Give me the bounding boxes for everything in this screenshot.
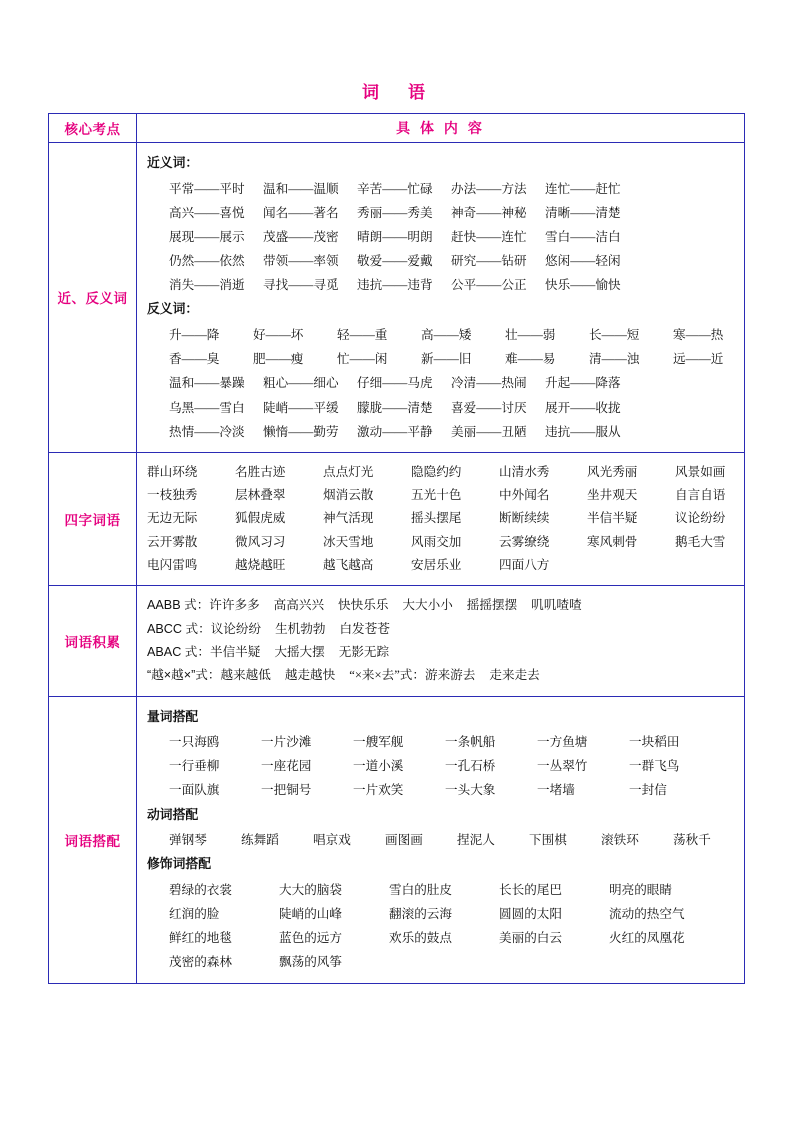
word-pair: 冷清——热闹 (451, 376, 527, 391)
word-item: 明亮的眼睛 (609, 882, 672, 897)
word-item: 坐井观天 (587, 488, 638, 503)
word-item: 流动的热空气 (609, 907, 685, 922)
word-item: 火红的凤凰花 (609, 931, 685, 946)
word-item: 练舞蹈 (241, 833, 279, 848)
word-line (147, 950, 736, 974)
word-item: 下围棋 (529, 833, 567, 848)
word-item: 一把铜号 (261, 783, 312, 798)
word-pair: 敬爱——爱戴 (357, 254, 433, 269)
word-pair: 难——易 (505, 352, 556, 367)
word-line (147, 507, 736, 530)
word-item: 画图画 (385, 833, 423, 848)
word-item: 一道小溪 (353, 759, 404, 774)
word-item: 点点灯光 (323, 464, 374, 479)
word-line (147, 730, 736, 754)
word-item: 圆圆的太阳 (499, 907, 562, 922)
word-line (147, 754, 736, 778)
word-item: 中外闻名 (499, 488, 550, 503)
word-pair: 研究——钻研 (451, 254, 527, 269)
table-row (49, 452, 745, 585)
word-item: 议论纷纷 (210, 621, 262, 636)
word-pair: 喜爱——讨厌 (451, 400, 527, 415)
word-line (147, 420, 736, 444)
word-item: 摇摇摆摆 (466, 598, 518, 613)
word-item: 一行垂柳 (169, 759, 220, 774)
table-row (49, 143, 745, 453)
word-item: 越走越快 (284, 668, 336, 683)
word-pair: 激动——平静 (357, 424, 433, 439)
word-pair: 温和——温顺 (263, 181, 339, 196)
word-item: 高高兴兴 (273, 598, 325, 613)
word-item: 越烧越旺 (235, 558, 286, 573)
word-item: 风雨交加 (411, 534, 462, 549)
word-pair: 寒——热 (673, 327, 724, 342)
word-line (147, 249, 736, 273)
word-line (147, 396, 736, 420)
word-line (147, 828, 736, 852)
word-item: 一头大象 (445, 783, 496, 798)
word-pair: 违抗——违背 (357, 278, 433, 293)
word-pair: 热情——冷淡 (169, 424, 245, 439)
word-pair: 轻——重 (337, 327, 388, 342)
pattern-line (147, 594, 736, 617)
word-item: “×来×去”式：游来游去 (349, 668, 476, 683)
row-key-collocation: 词语搭配 (49, 696, 137, 983)
word-item: 越飞越高 (323, 558, 374, 573)
word-line (147, 225, 736, 249)
word-line (147, 926, 736, 950)
word-item: 四面八方 (499, 558, 550, 573)
word-item: 无影无踪 (338, 644, 390, 659)
word-item: 群山环绕 (147, 464, 198, 479)
word-item: 鹅毛大雪 (675, 534, 726, 549)
word-line (147, 484, 736, 507)
word-item: 走来走去 (489, 668, 540, 683)
word-item: 快快乐乐 (338, 598, 389, 613)
word-line (147, 371, 736, 395)
word-pair: 高——矮 (421, 327, 472, 342)
word-item: 五光十色 (411, 488, 462, 503)
word-item: 一枝独秀 (147, 488, 198, 503)
word-item: 无边无际 (147, 511, 198, 526)
word-item: 一艘军舰 (353, 735, 404, 750)
subhead-quantifier: 量词搭配 (147, 708, 199, 724)
word-item: 陡峭的山峰 (279, 907, 342, 922)
pattern-label: “越×越×”式： (147, 668, 221, 683)
pattern-line (147, 641, 736, 664)
word-line (147, 461, 736, 484)
word-item: 一封信 (629, 783, 667, 798)
word-item: 电闪雷鸣 (147, 558, 198, 573)
word-item: 半信半疑 (209, 644, 261, 659)
word-pair: 展开——收拢 (545, 400, 621, 415)
word-item: 自言自语 (675, 488, 726, 503)
word-item: 唱京戏 (313, 833, 351, 848)
word-item: 茂密的森林 (169, 955, 232, 970)
word-item: 雪白的肚皮 (389, 882, 452, 897)
word-item: 微风习习 (235, 534, 286, 549)
word-item: 蓝色的远方 (279, 931, 342, 946)
word-line (147, 201, 736, 225)
pattern-line (147, 664, 736, 687)
page-title: 词 语 (362, 83, 431, 102)
word-item: 一群飞鸟 (629, 759, 680, 774)
word-item: 欢乐的鼓点 (389, 931, 452, 946)
word-pair: 长——短 (589, 327, 640, 342)
word-pair: 美丽——丑陋 (451, 424, 527, 439)
word-study-table (48, 113, 745, 984)
word-pair: 赶快——连忙 (451, 229, 527, 244)
word-pair: 忙——闲 (337, 352, 388, 367)
header-key-cell: 核心考点 (49, 114, 137, 143)
word-item: 碧绿的衣裳 (169, 882, 232, 897)
word-item: 一面队旗 (169, 783, 220, 798)
word-item: 寒风刺骨 (587, 534, 638, 549)
row-key-four-char: 四字词语 (49, 452, 137, 585)
word-item: 荡秋千 (673, 833, 711, 848)
word-item: 飘荡的风筝 (279, 955, 342, 970)
word-pair: 升——降 (169, 327, 220, 342)
row-content-collocation (137, 696, 745, 983)
subhead-verb: 动词搭配 (147, 806, 199, 822)
pattern-label: ABCC 式： (147, 621, 211, 636)
word-item: 翻滚的云海 (389, 907, 452, 922)
word-item: 越来越低 (220, 668, 271, 683)
word-line (147, 177, 736, 201)
row-key-synonyms: 近、反义词 (49, 143, 137, 453)
subhead-modifier: 修饰词搭配 (147, 856, 211, 872)
word-pair: 壮——弱 (505, 327, 556, 342)
word-item: 大大小小 (402, 598, 453, 613)
table-row (49, 696, 745, 983)
subhead-synonyms: 近义词： (147, 155, 199, 170)
word-item: 冰天雪地 (323, 534, 374, 549)
word-item: 断断续续 (499, 511, 550, 526)
word-item: 大摇大摆 (274, 644, 325, 659)
word-line (147, 878, 736, 902)
word-pair: 高兴——喜悦 (169, 205, 245, 220)
word-item: 一片欢笑 (353, 783, 404, 798)
word-pair: 消失——消逝 (169, 278, 245, 293)
word-pair: 平常——平时 (169, 181, 245, 196)
word-line (147, 554, 736, 577)
word-item: 一只海鸥 (169, 735, 220, 750)
word-line (147, 778, 736, 802)
word-item: 云雾缭绕 (499, 534, 550, 549)
row-content-synonyms (137, 143, 745, 453)
word-item: 一方鱼塘 (537, 735, 588, 750)
word-pair: 雪白——洁白 (545, 229, 621, 244)
header-content-cell: 具 体 内 容 (137, 114, 745, 143)
word-item: 云开雾散 (147, 534, 198, 549)
word-pair: 远——近 (673, 352, 724, 367)
word-item: 隐隐约约 (411, 464, 462, 479)
word-item: 摇头摆尾 (411, 511, 462, 526)
word-item: 名胜古迹 (235, 464, 286, 479)
word-line (147, 531, 736, 554)
word-pair: 乌黑——雪白 (169, 400, 245, 415)
word-line (147, 323, 736, 347)
word-pair: 好——坏 (253, 327, 304, 342)
word-pair: 仔细——马虎 (357, 376, 433, 391)
subhead-antonyms: 反义词： (147, 301, 199, 317)
word-item: 白发苍苍 (339, 621, 390, 636)
word-pair: 秀丽——秀美 (357, 205, 433, 220)
word-item: 狐假虎威 (235, 511, 286, 526)
pattern-line (147, 618, 736, 641)
word-pair: 升起——降落 (545, 376, 621, 391)
word-pair: 懒惰——勤劳 (263, 424, 339, 439)
word-item: 叽叽喳喳 (531, 598, 582, 613)
word-item: 山清水秀 (499, 464, 550, 479)
word-pair: 香——臭 (169, 352, 220, 367)
word-pair: 展现——展示 (169, 229, 245, 244)
word-pair: 辛苦——忙碌 (357, 181, 433, 196)
word-pair: 清——浊 (589, 352, 640, 367)
word-pair: 晴朗——明朗 (357, 229, 433, 244)
word-item: 安居乐业 (411, 558, 462, 573)
word-item: 一座花园 (261, 759, 312, 774)
word-pair: 寻找——寻觅 (263, 278, 339, 293)
word-pair: 违抗——服从 (545, 424, 621, 439)
word-item: 美丽的白云 (499, 931, 562, 946)
word-item: 一丛翠竹 (537, 759, 588, 774)
word-item: 一堵墙 (537, 783, 575, 798)
word-pair: 带领——率领 (263, 254, 339, 269)
word-item: 大大的脑袋 (279, 882, 342, 897)
word-pair: 仍然——依然 (169, 254, 245, 269)
word-item: 风景如画 (675, 464, 726, 479)
word-line (147, 273, 736, 297)
word-line (147, 347, 736, 371)
word-pair: 清晰——清楚 (545, 205, 621, 220)
word-item: 烟消云散 (323, 488, 374, 503)
row-content-accumulation (137, 586, 745, 696)
pattern-label: ABAC 式： (147, 644, 210, 659)
word-item: 生机勃勃 (275, 621, 326, 636)
word-pair: 陡峭——平缓 (263, 400, 339, 415)
word-pair: 闻名——著名 (263, 205, 339, 220)
word-item: 许许多多 (209, 598, 260, 613)
word-pair: 悠闲——轻闲 (545, 254, 621, 269)
word-item: 议论纷纷 (675, 511, 726, 526)
word-pair: 肥——瘦 (253, 352, 304, 367)
word-item: 捏泥人 (457, 833, 495, 848)
word-item: 风光秀丽 (587, 464, 638, 479)
word-pair: 朦胧——清楚 (357, 400, 433, 415)
word-pair: 连忙——赶忙 (545, 181, 621, 196)
word-pair: 神奇——神秘 (451, 205, 527, 220)
pattern-label: AABB 式： (147, 598, 210, 613)
word-item: 半信半疑 (587, 511, 638, 526)
word-item: 弹钢琴 (169, 833, 207, 848)
word-pair: 温和——暴躁 (169, 376, 245, 391)
word-pair: 办法——方法 (451, 181, 527, 196)
word-item: 一片沙滩 (261, 735, 312, 750)
table-row (49, 586, 745, 696)
word-item: 一条帆船 (445, 735, 496, 750)
word-pair: 公平——公正 (451, 278, 527, 293)
word-item: 鲜红的地毯 (169, 931, 232, 946)
row-content-four-char (137, 452, 745, 585)
word-item: 一块稻田 (629, 735, 680, 750)
word-item: 红润的脸 (169, 907, 220, 922)
word-item: 神气活现 (323, 511, 374, 526)
word-line (147, 902, 736, 926)
word-item: 长长的尾巴 (499, 882, 562, 897)
word-item: 滚铁环 (601, 833, 639, 848)
row-key-accumulation: 词语积累 (49, 586, 137, 696)
word-pair: 新——旧 (421, 352, 472, 367)
word-item: 一孔石桥 (445, 759, 496, 774)
word-pair: 快乐——愉快 (545, 278, 621, 293)
word-pair: 茂盛——茂密 (263, 229, 339, 244)
word-item: 层林叠翠 (235, 488, 286, 503)
table-header-row (49, 114, 745, 143)
word-pair: 粗心——细心 (263, 376, 339, 391)
